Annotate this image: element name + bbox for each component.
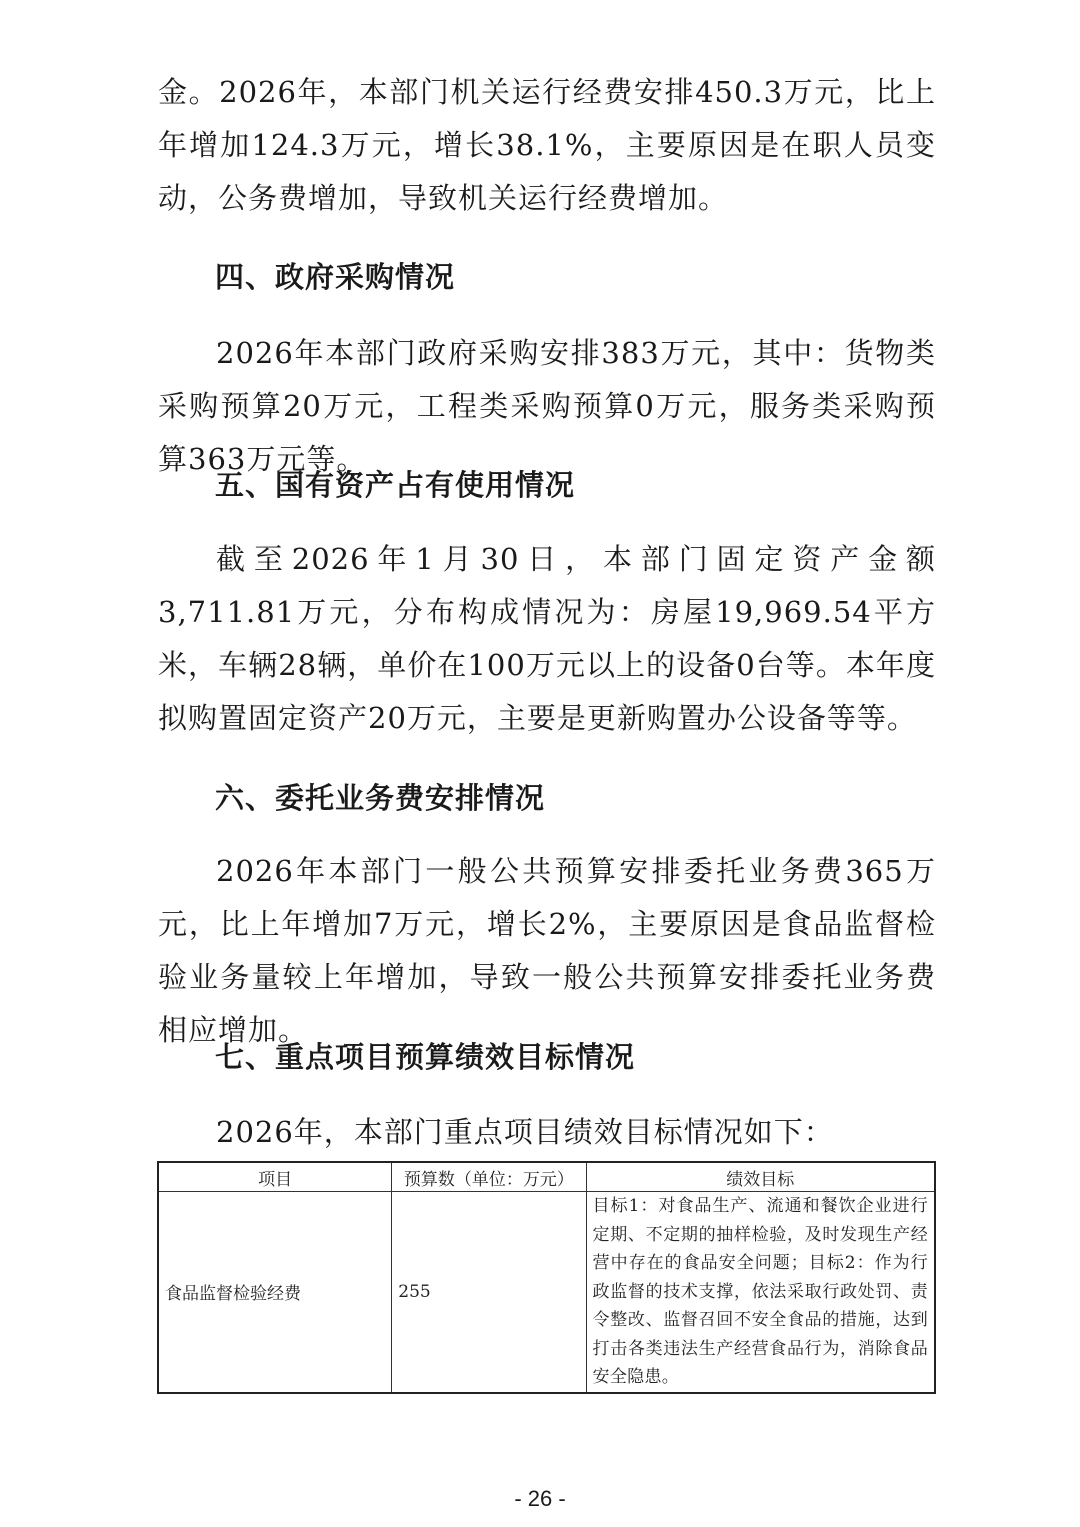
paragraph-government-procurement: 2026年本部门政府采购安排383万元，其中：货物类采购预算20万元，工程类采购预算0万元，服务类采购预算363万元等。 — [158, 336, 936, 476]
cell-project-name: 食品监督检验经费 — [158, 1192, 392, 1393]
table-row — [158, 1192, 935, 1393]
table-header-row — [158, 1162, 935, 1192]
paragraph-performance-goals: 2026年，本部门重点项目绩效目标情况如下： — [216, 1115, 834, 1149]
paragraph-operating-expenses: 金。2026年，本部门机关运行经费安排450.3万元，比上年增加124.3万元，增长38.1%，主要原因是在职人员变动，公务费增加，导致机关运行经费增加。 — [158, 75, 936, 215]
heading-commissioned-business: 六、委托业务费安排情况 — [215, 781, 546, 815]
column-header-budget: 预算数（单位：万元） — [392, 1162, 586, 1192]
paragraph-commissioned-business: 2026年本部门一般公共预算安排委托业务费365万元，比上年增加7万元，增长2%，主要原因是食品监督检验业务量较上年增加，导致一般公共预算安排委托业务费相应增加。 — [158, 854, 936, 1047]
column-header-project: 项目 — [158, 1162, 392, 1192]
heading-government-procurement: 四、政府采购情况 — [215, 260, 456, 294]
column-header-goal: 绩效目标 — [586, 1162, 935, 1192]
heading-performance-goals: 七、重点项目预算绩效目标情况 — [215, 1040, 636, 1074]
performance-goals-table — [157, 1161, 936, 1394]
heading-state-assets: 五、国有资产占有使用情况 — [215, 468, 576, 502]
cell-budget-amount: 255 — [392, 1192, 586, 1393]
cell-performance-goal: 目标1：对食品生产、流通和餐饮企业进行定期、不定期的抽样检验，及时发现生产经营中存在的食品安全问题；目标2：作为行政监督的技术支撑，依法采取行政处罚、责令整改、监督召回不安全食品的措施，达到打击各类违法生产经营食品行为，消除食品安全隐患。 — [586, 1192, 935, 1393]
paragraph-state-assets: 截至2026年1月30日，本部门固定资产金额3,711.81万元，分布构成情况为：房屋19,969.54平方米，车辆28辆，单价在100万元以上的设备0台等。本年度拟购置固定资产20万元，主要是更新购置办公设备等等。 — [158, 542, 936, 735]
page-number: - 26 - — [514, 1486, 566, 1511]
